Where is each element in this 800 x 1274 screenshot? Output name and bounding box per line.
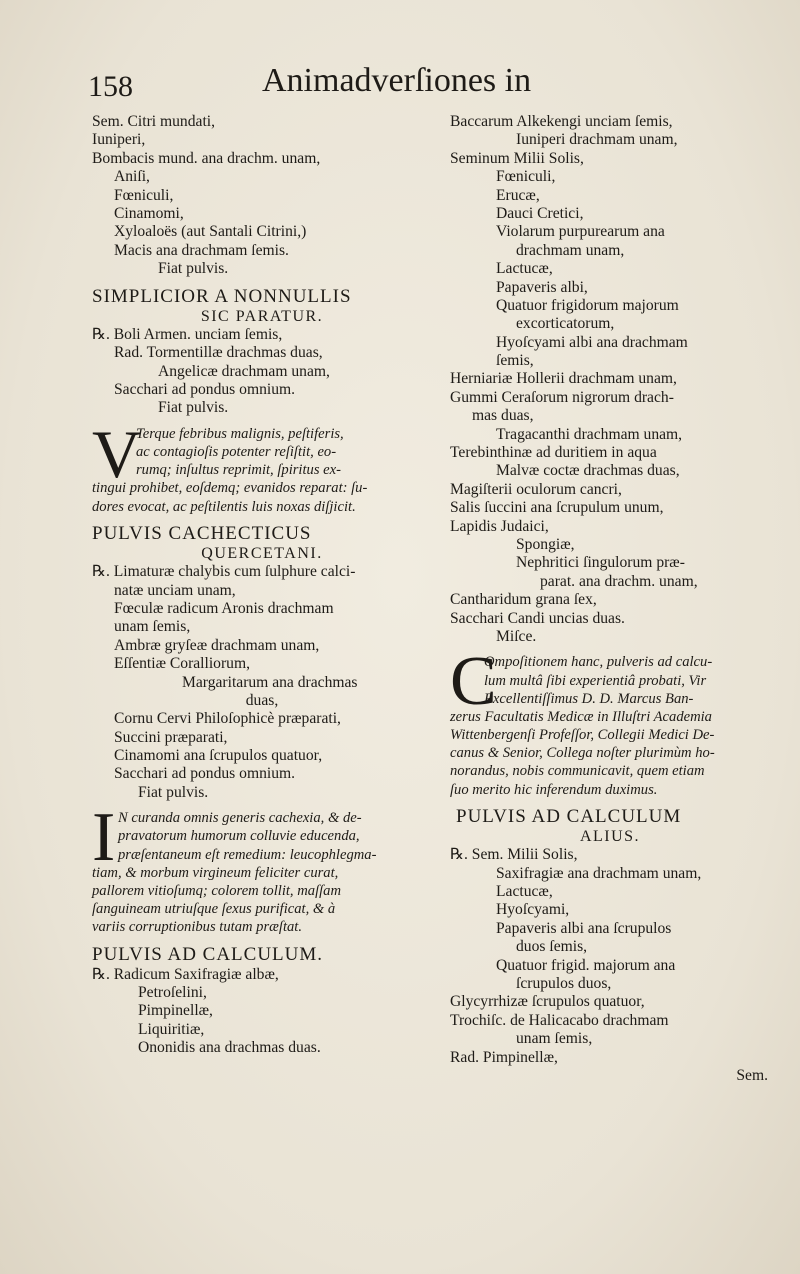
section-heading: PULVIS AD CALCULUM [456, 805, 682, 827]
text-line: ac contagioſis potenter reſiſtit, eo- [136, 444, 337, 461]
text-line: rumq; inſultus reprimit, ſpiritus ex- [136, 462, 341, 479]
text-line: Miſce. [496, 627, 537, 645]
text-line: Cinamomi, [114, 204, 184, 222]
text-line: Baccarum Alkekengi unciam ſemis, [450, 113, 673, 130]
text-line: Ambræ gryſeæ drachmam unam, [114, 636, 320, 654]
text-line: ℞. Sem. Milii Solis, [450, 846, 578, 864]
text-line: zerus Facultatis Medicæ in Illuſtri Academia [450, 708, 712, 725]
recipe-ingredients [92, 113, 432, 279]
commentary-note [92, 415, 432, 516]
recipe-ingredients [92, 326, 432, 418]
text-line: Quatuor frigid. majorum ana [496, 956, 676, 974]
text-line: Rad. Tormentillæ drachmas duas, [114, 344, 323, 362]
recipe-ingredients [92, 563, 432, 802]
text-line: Petroſelini, [138, 983, 207, 1001]
text-line: Lapidis Judaici, [450, 517, 549, 535]
text-line: Spongiæ, [516, 535, 575, 553]
text-line: tiam, & morbum virgineum feliciter curat, [92, 864, 339, 881]
text-line: Hyoſcyami, [496, 901, 570, 919]
text-line: Magiſterii oculorum cancri, [450, 480, 622, 498]
text-line: duos ſemis, [516, 938, 588, 956]
text-line: Ompoſitionem hanc, pulveris ad calcu- [484, 654, 713, 671]
text-line: ℞. Boli Armen. unciam ſemis, [92, 325, 283, 343]
running-title: Animadverſiones in [262, 62, 532, 99]
text-line: Malvæ coctæ drachmas duas, [496, 462, 680, 480]
text-line: Iuniperi, [92, 131, 146, 149]
text-line: Wittenbergenſi Profeſſor, Collegii Medici De- [450, 727, 715, 744]
text-line: Rad. Pimpinellæ, [450, 1048, 558, 1066]
text-line: Seminum Milii Solis, [450, 149, 584, 167]
text-line: Bombacis mund. ana drachm. unam, [92, 149, 321, 167]
section-heading: SIMPLICIOR A NONNULLIS [92, 285, 352, 307]
text-line: Herniariæ Hollerii drachmam unam, [450, 370, 677, 388]
text-line: Papaveris albi ana ſcrupulos [496, 919, 672, 937]
text-line: lum multâ ſibi experientiâ probati, Vir [484, 672, 707, 689]
text-line: ſanguineam utriuſque ſexus purificat, & à [92, 901, 336, 918]
text-line: Trochiſc. de Halicacabo drachmam [450, 1011, 669, 1029]
recipe-ingredients [92, 966, 432, 1058]
text-line: Xyloaloës (aut Santali Citrini,) [114, 223, 307, 241]
text-line: Fœniculi, [496, 168, 556, 186]
text-line: Succini præparati, [114, 728, 228, 746]
text-line: Cornu Cervi Philoſophicè præparati, [114, 710, 341, 728]
text-line: drachmam unam, [516, 241, 625, 259]
section-subheading: SIC PARATUR. [200, 307, 324, 325]
text-line: Eſſentiæ Coralliorum, [114, 655, 250, 673]
text-line: Sacchari ad pondus omnium. [114, 765, 296, 783]
text-line: Nephritici ſingulorum præ- [516, 554, 685, 572]
text-line: ℞. Radicum Saxifragiæ albæ, [92, 965, 279, 983]
page-header [0, 62, 800, 112]
text-line: ſcrupulos duos, [516, 974, 612, 992]
text-line: Sem. Citri mundati, [92, 113, 216, 130]
text-line: Tragacanthi drachmam unam, [496, 425, 683, 443]
text-line: Cinamomi ana ſcrupulos quatuor, [114, 747, 323, 765]
text-line: Macis ana drachmam ſemis. [114, 241, 289, 259]
text-line: pallorem vitioſumq; colorem tollit, maſſam [92, 883, 342, 900]
text-line: mas duas, [472, 407, 534, 425]
page-number: 158 [88, 70, 133, 103]
text-line: ſuo merito hic inferendum duximus. [450, 781, 658, 798]
text-line: Gummi Ceraſorum nigrorum drach- [450, 388, 674, 406]
text-line: Cantharidum grana ſex, [450, 591, 597, 609]
text-line: Sacchari Candi uncias duas. [450, 609, 625, 627]
section-subheading: QUERCETANI. [201, 544, 323, 562]
drop-cap: C [450, 643, 497, 721]
text-line: canus & Senior, Collega noſter plurimùm ho- [450, 745, 715, 762]
text-line: Fiat pulvis. [158, 399, 229, 417]
commentary-note [92, 799, 432, 936]
drop-cap: V [92, 415, 142, 492]
text-line: tingui prohibet, eoſdemq; evanidos reparat: ſu- [92, 480, 368, 497]
text-line: unam ſemis, [516, 1030, 593, 1048]
text-line: Iuniperi drachmam unam, [516, 131, 678, 149]
text-line: Pimpinellæ, [138, 1002, 213, 1020]
text-line: Glycyrrhizæ ſcrupulos quatuor, [450, 993, 645, 1011]
text-line: Papaveris albi, [496, 278, 588, 296]
text-line: Hyoſcyami albi ana drachmam [496, 333, 688, 351]
text-line: præſentaneum eſt remedium: leucophlegma- [118, 846, 377, 863]
text-line: excorticatorum, [516, 315, 615, 333]
section-heading: PULVIS CACHECTICUS [92, 522, 312, 544]
text-line: natæ unciam unam, [114, 581, 236, 599]
text-line: Fœniculi, [114, 186, 174, 204]
text-line: Saxifragiæ ana drachmam unam, [496, 864, 702, 882]
text-line: Aniſi, [114, 168, 150, 186]
text-line: duas, [245, 691, 279, 709]
text-line: Margaritarum ana drachmas [182, 673, 358, 691]
commentary-note [450, 643, 770, 799]
text-line: unam ſemis, [114, 618, 191, 636]
text-line: Sacchari ad pondus omnium. [114, 381, 296, 399]
text-line: Lactucæ, [496, 260, 553, 278]
text-line: Ononidis ana drachmas duas. [138, 1039, 321, 1057]
text-line: Lactucæ, [496, 883, 553, 900]
catchword: Sem. [736, 1066, 768, 1084]
recipe-ingredients [450, 846, 770, 1067]
text-line: Terque febribus malignis, peſtiferis, [136, 425, 344, 442]
text-line: parat. ana drachm. unam, [540, 572, 698, 590]
recipe-ingredients [450, 113, 770, 646]
text-line: Liquiritiæ, [138, 1020, 205, 1038]
text-line: Fœculæ radicum Aronis drachmam [114, 599, 334, 617]
text-line: pravatorum humorum colluvie educenda, [118, 828, 360, 845]
text-line: Angelicæ drachmam unam, [158, 362, 330, 380]
text-line: norandus, nobis communicavit, quem etiam [450, 763, 705, 780]
left-column [92, 113, 432, 1058]
section-subheading: ALIUS. [579, 827, 641, 845]
text-line: dores evocat, ac peſtilentis luis noxas diſjicit. [92, 498, 356, 515]
text-line: Dauci Cretici, [496, 204, 584, 222]
text-line: Terebinthinæ ad duritiem in aqua [450, 444, 657, 462]
text-line: Fiat pulvis. [138, 783, 209, 801]
text-line: Erucæ, [496, 186, 540, 204]
text-line: ſemis, [496, 352, 534, 370]
text-line: Excellentiſſimus D. D. Marcus Ban- [484, 690, 694, 707]
text-line: ℞. Limaturæ chalybis cum ſulphure calci- [92, 563, 356, 581]
text-line: Salis ſuccini ana ſcrupulum unum, [450, 499, 664, 517]
text-line: Quatuor frigidorum majorum [496, 296, 679, 314]
text-line: Violarum purpurearum ana [496, 223, 665, 241]
text-line: Fiat pulvis. [158, 260, 229, 278]
text-line: variis corruptionibus tutam præſtat. [92, 919, 303, 936]
right-column [450, 113, 770, 1085]
drop-cap: I [92, 799, 116, 877]
text-line: N curanda omnis generis cachexia, & de- [118, 810, 362, 827]
section-heading: PULVIS AD CALCULUM. [92, 943, 324, 965]
